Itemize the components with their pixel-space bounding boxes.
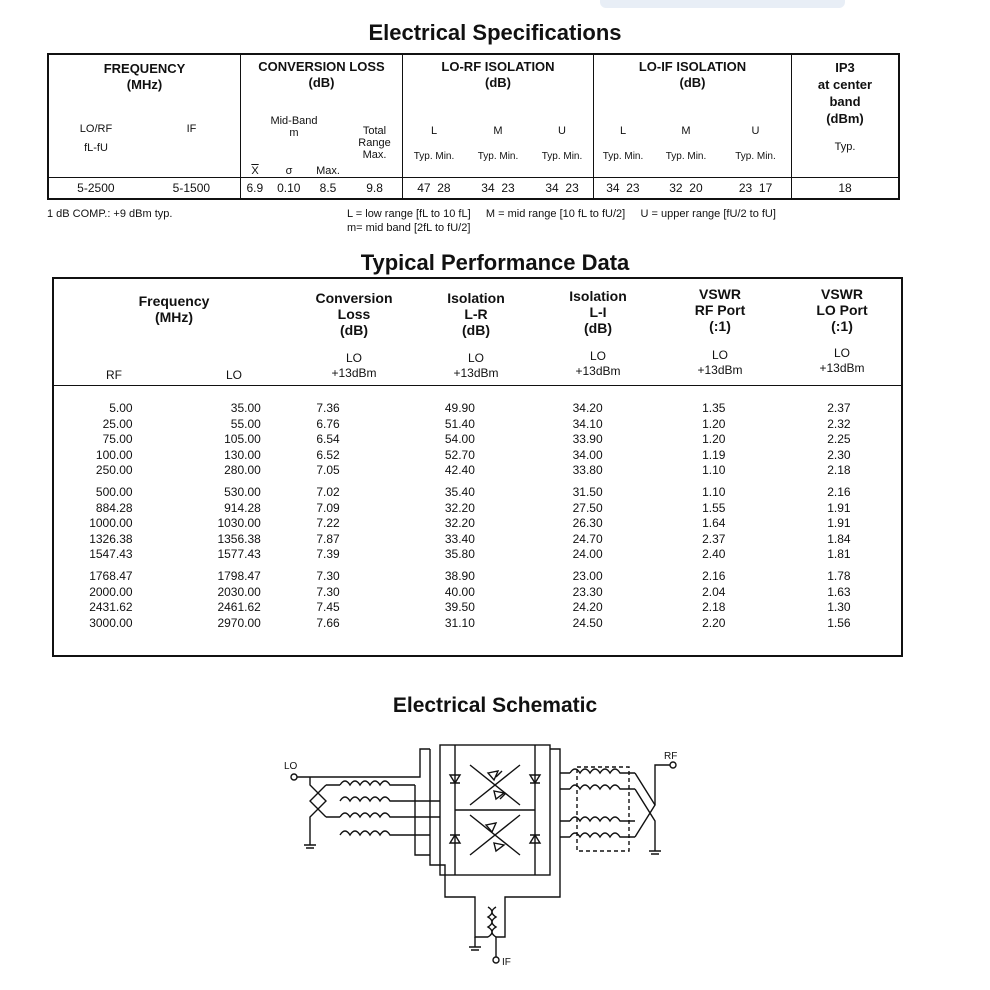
diode-icon-7 [486, 823, 496, 832]
lo-wire-top [297, 749, 430, 777]
lorf-u-typ: 34 [545, 181, 559, 195]
lorf-iso-unit: (dB) [485, 75, 511, 90]
table-cell: 52.70 [444, 447, 475, 462]
lorf-u-min: 23 [565, 181, 579, 195]
lorf-l-values [403, 178, 465, 200]
loif-l-values [594, 178, 652, 200]
specs-title: Electrical Specifications [368, 20, 622, 45]
table-cell: 7.36 [316, 401, 340, 415]
loif-iso-unit: (dB) [679, 75, 706, 90]
table-cell: 7.02 [316, 484, 340, 499]
lorf-u: U [558, 125, 566, 137]
spec-value-row [48, 178, 899, 200]
table-cell: 1326.38 [89, 531, 133, 546]
lo-coil-1 [340, 781, 415, 785]
schematic-if-label: IF [502, 957, 511, 968]
conv-sigma-value: 0.10 [269, 178, 309, 200]
table-cell: 500.00 [95, 484, 133, 499]
lorf-l-min: 28 [437, 181, 451, 195]
note-midband: m= mid band [2fL to fU/2] [347, 222, 471, 234]
lorf-iso-header: LO-RF ISOLATION [441, 59, 555, 74]
table-cell: 2.18 [702, 600, 726, 615]
table-cell: 49.90 [444, 401, 475, 415]
table-cell: 1.20 [702, 432, 726, 447]
ip3-line3: band [829, 94, 861, 109]
table-cell: 34.00 [572, 447, 603, 462]
table-cell: 33.90 [572, 432, 603, 447]
isolr-h3: (dB) [462, 322, 490, 338]
table-cell: 2.18 [827, 463, 851, 478]
table-cell: 914.28 [224, 500, 261, 515]
browser-top-edge [600, 0, 845, 8]
table-cell: 2030.00 [217, 584, 261, 599]
isolr-h1: Isolation [447, 290, 505, 306]
rf-balun-cross [635, 773, 655, 845]
table-cell: 42.40 [444, 463, 475, 478]
xbar-label: $\overline{X}$ [251, 165, 259, 177]
perf-title: Typical Performance Data [360, 250, 630, 275]
sigma-label: σ [285, 165, 293, 177]
rf-coil-2 [570, 785, 635, 789]
table-cell: 1.30 [827, 600, 851, 615]
table-cell: 2970.00 [217, 615, 261, 630]
table-cell: 75.00 [102, 432, 133, 447]
table-cell: 2.37 [702, 531, 726, 546]
table-cell: 2431.62 [89, 600, 133, 615]
table-cell: 2.32 [827, 416, 851, 431]
schematic-lo-label: LO [284, 761, 298, 772]
table-cell: 7.30 [316, 568, 340, 583]
lorf-m-typ: 34 [481, 181, 495, 195]
table-cell: 2.30 [827, 447, 851, 462]
table-cell: 1.64 [702, 516, 726, 531]
schematic-rf-label: RF [664, 751, 678, 762]
ip3-value: 18 [792, 178, 900, 200]
table-cell: 7.66 [316, 615, 340, 630]
vswrlo-h2: LO Port [816, 302, 868, 318]
table-cell: 1798.47 [217, 568, 261, 583]
table-cell: 2.25 [827, 432, 851, 447]
conv-total-value: 9.8 [347, 178, 402, 200]
lorf-m-min: 23 [501, 181, 515, 195]
table-cell: 35.80 [444, 547, 475, 562]
table-cell: 31.10 [444, 615, 475, 630]
m-label: m [289, 127, 299, 139]
spec-table [47, 53, 900, 200]
table-cell: 24.00 [572, 547, 603, 562]
table-cell: 34.10 [572, 416, 603, 431]
lorf-l: L [430, 125, 438, 137]
isoli-dbm: +13dBm [575, 364, 621, 378]
isoli-h1: Isolation [569, 288, 627, 304]
lo-balun-cross2 [310, 785, 326, 817]
diode-icon-8 [494, 843, 504, 851]
table-cell: 1000.00 [89, 516, 133, 531]
table-cell: 1.56 [827, 615, 851, 630]
loif-m-values [652, 178, 720, 200]
table-cell: 1547.43 [89, 547, 133, 562]
lo-ground-icon [304, 835, 316, 848]
table-cell: 31.50 [572, 484, 603, 499]
table-cell: 2.04 [702, 584, 726, 599]
table-row [54, 569, 901, 585]
table-cell: 2.40 [702, 547, 726, 562]
conv-unit: (dB) [308, 75, 335, 90]
table-cell: 38.90 [444, 568, 475, 583]
table-cell: 24.20 [572, 600, 603, 615]
loif-u-min: 17 [758, 181, 773, 195]
spec-if-value: 5-1500 [143, 178, 241, 200]
table-cell: 2.16 [702, 568, 726, 583]
table-cell: 40.00 [444, 584, 475, 599]
isoli-h2: L-I [589, 304, 607, 320]
table-cell: 23.00 [572, 568, 603, 583]
table-cell: 2.16 [827, 484, 851, 499]
table-cell: 100.00 [95, 447, 133, 462]
loif-l-typmin: Typ. Min. [602, 151, 644, 162]
perf-body [54, 401, 901, 631]
ip3-line2: at center [817, 77, 873, 92]
rf-transformer-box [577, 767, 629, 851]
table-cell: 1.91 [827, 500, 851, 515]
perf-table [52, 277, 903, 657]
if-ground-icon [469, 937, 481, 950]
table-cell: 5.00 [109, 401, 133, 415]
loif-iso-header: LO-IF ISOLATION [638, 59, 747, 74]
ip3-line1: IP3 [835, 60, 855, 75]
lo-balun-cross [310, 777, 326, 835]
vswrrf-dbm: +13dBm [697, 363, 743, 377]
total-label: Total [362, 125, 387, 137]
loif-l: L [619, 125, 627, 137]
max-label: Max. [362, 149, 387, 161]
table-cell: 7.22 [316, 516, 340, 531]
table-cell: 1.19 [702, 447, 726, 462]
vswrrf-h2: RF Port [694, 302, 746, 318]
note-ranges: L = low range [fL to 10 fL] M = mid range [10 fL to fU/2] U = upper range [fU/2 to fU] [347, 208, 776, 220]
table-cell: 32.20 [444, 500, 475, 515]
table-row [54, 401, 901, 417]
isolr-lo: LO [467, 351, 484, 365]
table-cell: 1.63 [827, 584, 851, 599]
table-row [54, 516, 901, 532]
table-cell: 24.70 [572, 531, 603, 546]
if-coil-right [492, 907, 496, 937]
conv-lo: LO [345, 351, 362, 365]
rf-coil-3 [570, 817, 635, 821]
range-label: Range [358, 137, 391, 149]
lorf-m-values [465, 178, 531, 200]
rf-ground-icon [649, 845, 661, 854]
table-cell: 1.55 [702, 500, 726, 515]
loif-l-min: 23 [626, 181, 640, 195]
table-cell: 1.20 [702, 416, 726, 431]
table-cell: 1.35 [702, 401, 726, 415]
table-cell: 1768.47 [89, 568, 133, 583]
conv-h3: (dB) [340, 322, 368, 338]
conv-xbar-value: 6.9 [241, 178, 269, 200]
vswrlo-dbm: +13dBm [819, 361, 865, 375]
isolr-dbm: +13dBm [453, 366, 499, 380]
table-row [54, 532, 901, 548]
table-cell: 23.30 [572, 584, 603, 599]
table-cell: 33.80 [572, 463, 603, 478]
conv-max-value: 8.5 [309, 178, 347, 200]
mid-max-label: Max. [316, 165, 340, 177]
loif-u-typmin: Typ. Min. [735, 151, 776, 162]
table-cell: 1356.38 [217, 531, 261, 546]
rf-port-icon [670, 762, 676, 768]
table-cell: 7.05 [316, 463, 340, 478]
isolr-h2: L-R [464, 306, 488, 322]
table-cell: 6.52 [316, 447, 340, 462]
rf-coil-4 [570, 833, 635, 837]
ip3-typ: Typ. [834, 141, 856, 153]
lo-coil-4 [340, 831, 430, 835]
loif-m-typ: 32 [669, 181, 683, 195]
conv-h1: Conversion [315, 290, 393, 306]
loif-u-values [720, 178, 791, 200]
conv-h2: Loss [337, 306, 371, 322]
lorf-u-values [531, 178, 593, 200]
table-cell: 1577.43 [217, 547, 261, 562]
table-cell: 7.87 [316, 531, 340, 546]
table-cell: 6.76 [316, 416, 340, 431]
table-cell: 33.40 [444, 531, 475, 546]
table-cell: 7.30 [316, 584, 340, 599]
table-row [54, 448, 901, 464]
vswrlo-lo: LO [833, 346, 850, 360]
vswrlo-h1: VSWR [821, 286, 863, 302]
table-cell: 32.20 [444, 516, 475, 531]
table-cell: 530.00 [224, 484, 261, 499]
table-row [54, 547, 901, 563]
table-cell: 105.00 [224, 432, 261, 447]
spec-header-row [48, 54, 899, 178]
table-cell: 26.30 [572, 516, 603, 531]
spec-lorf-value: 5-2500 [48, 178, 143, 200]
lorf-m: M [493, 125, 503, 137]
loif-m-typmin: Typ. Min. [665, 151, 707, 162]
table-cell: 884.28 [95, 500, 133, 515]
table-cell: 51.40 [444, 416, 475, 431]
table-cell: 39.50 [444, 600, 475, 615]
perf-frequency-header: Frequency [138, 293, 210, 309]
note-comp: 1 dB COMP.: +9 dBm typ. [47, 208, 173, 220]
lo-port-icon [291, 774, 297, 780]
loif-m-min: 20 [689, 181, 703, 195]
loif-m: M [681, 125, 691, 137]
if-label: IF [186, 123, 197, 135]
loif-u-typ: 23 [738, 181, 753, 195]
loif-u: U [751, 125, 760, 137]
table-cell: 2461.62 [217, 600, 261, 615]
vswrrf-h3: (:1) [709, 318, 731, 334]
table-cell: 55.00 [230, 416, 261, 431]
conv-dbm: +13dBm [331, 366, 377, 380]
perf-header [54, 279, 901, 386]
table-cell: 2000.00 [89, 584, 133, 599]
freq-header: FREQUENCY [103, 61, 186, 76]
table-cell: 35.00 [230, 401, 261, 415]
table-cell: 280.00 [224, 463, 261, 478]
table-cell: 2.37 [827, 401, 851, 415]
rf-coil-1 [570, 769, 635, 773]
table-row [54, 417, 901, 433]
lorf-l-typ: 47 [417, 181, 431, 195]
table-cell: 1.10 [702, 463, 726, 478]
table-cell: 54.00 [444, 432, 475, 447]
table-cell: 7.39 [316, 547, 340, 562]
table-cell: 1.91 [827, 516, 851, 531]
table-cell: 2.20 [702, 615, 726, 630]
lorf-u-typmin: Typ. Min. [541, 151, 583, 162]
diode-icon-5 [488, 771, 502, 780]
conv-header: CONVERSION LOSS [258, 59, 385, 74]
table-cell: 3000.00 [89, 615, 133, 630]
lo-coil-3 [340, 813, 415, 817]
table-cell: 35.40 [444, 484, 475, 499]
if-port-icon [493, 957, 499, 963]
table-cell: 1.10 [702, 484, 726, 499]
table-cell: 1.84 [827, 531, 851, 546]
table-row [54, 432, 901, 448]
table-cell: 130.00 [224, 447, 261, 462]
table-cell: 6.54 [316, 432, 340, 447]
table-cell: 7.09 [316, 500, 340, 515]
ip3-line4: (dBm) [826, 111, 864, 126]
midband-label: Mid-Band [270, 115, 318, 127]
vswrrf-h1: VSWR [699, 286, 741, 302]
schematic-title: Electrical Schematic [392, 694, 598, 717]
loif-l-typ: 34 [606, 181, 620, 195]
table-row [54, 501, 901, 517]
lo-coil-2 [340, 797, 415, 801]
lorf-sub: fL-fU [84, 142, 108, 154]
table-cell: 27.50 [572, 500, 603, 515]
vswrlo-h3: (:1) [831, 318, 853, 334]
table-row [54, 616, 901, 632]
table-row [54, 485, 901, 501]
perf-frequency-unit: (MHz) [154, 309, 194, 325]
vswrrf-lo: LO [711, 348, 728, 362]
mixer-schematic [270, 725, 690, 975]
isoli-lo: LO [589, 349, 606, 363]
table-cell: 1.81 [827, 547, 851, 562]
perf-lo-header: LO [225, 368, 242, 382]
perf-rf-header: RF [106, 368, 122, 382]
table-cell: 34.20 [572, 401, 603, 415]
freq-unit: (MHz) [126, 77, 163, 92]
table-cell: 1030.00 [217, 516, 261, 531]
lorf-m-typmin: Typ. Min. [477, 151, 519, 162]
lorf-l-typmin: Typ. Min. [413, 151, 455, 162]
table-row [54, 600, 901, 616]
lorf-label: LO/RF [79, 123, 113, 135]
table-cell: 250.00 [95, 463, 133, 478]
isoli-h3: (dB) [584, 320, 612, 336]
table-cell: 24.50 [572, 615, 603, 630]
table-cell: 7.45 [316, 600, 340, 615]
table-cell: 1.78 [827, 568, 851, 583]
table-row [54, 585, 901, 601]
table-cell: 25.00 [102, 416, 133, 431]
table-row [54, 463, 901, 479]
